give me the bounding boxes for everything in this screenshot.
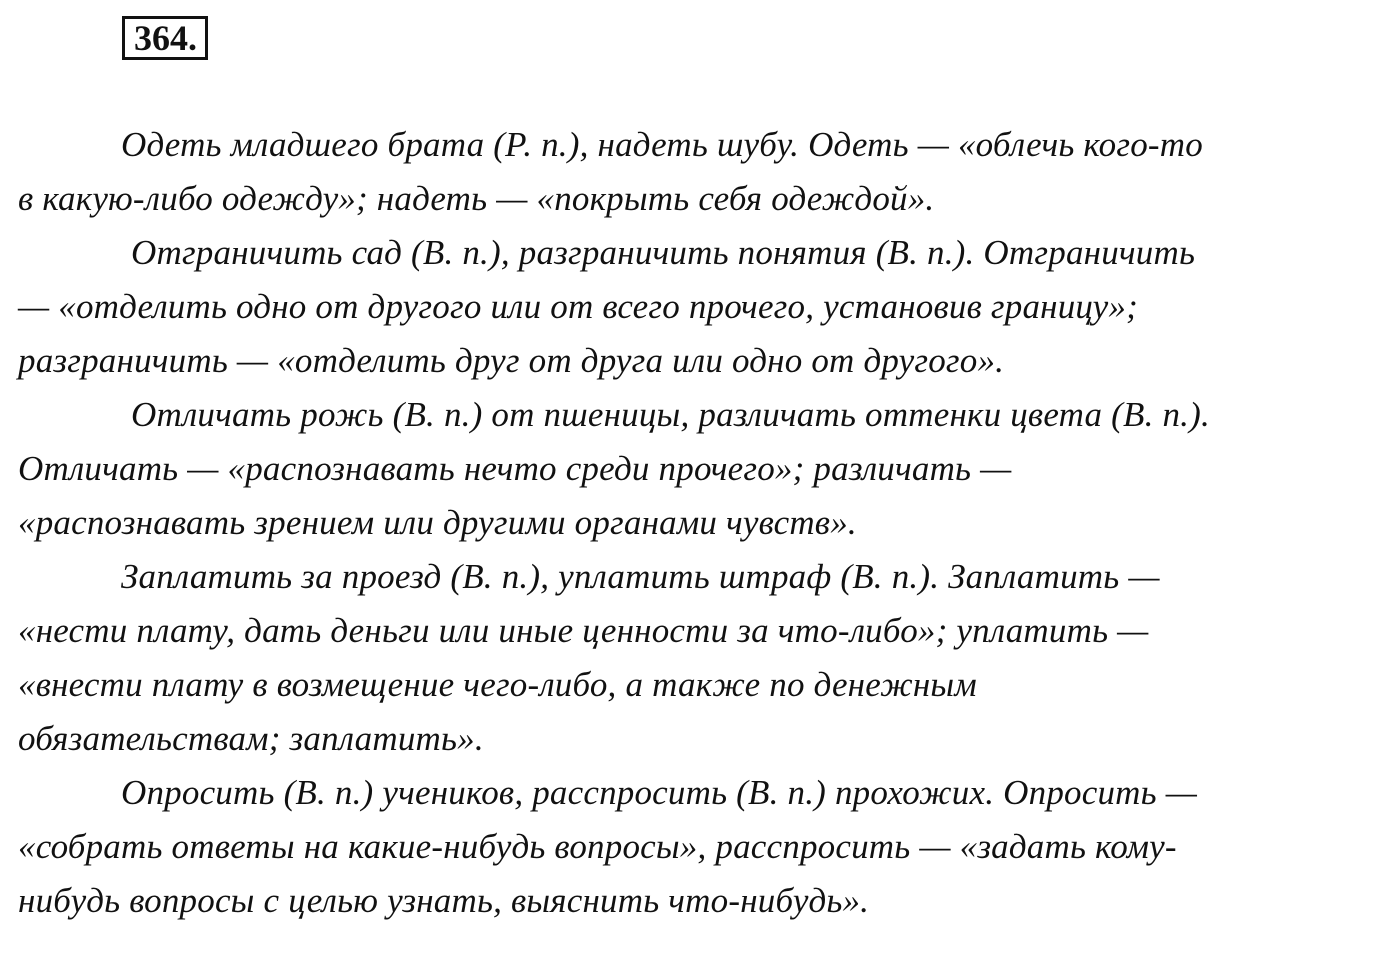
- text-line: «нести плату, дать деньги или иные ценности за что-либо»; уплатить —: [18, 611, 1149, 650]
- paragraph-oprosit: [18, 766, 1378, 928]
- text-line: — «отделить одно от другого или от всего прочего, установив границу»;: [18, 287, 1138, 326]
- text-line: Отличать рожь (В. п.) от пшеницы, различать оттенки цвета (В. п.).: [131, 395, 1210, 434]
- text-line: разграничить — «отделить друг от друга или одно от другого».: [18, 341, 1005, 380]
- text-line: Отграничить сад (В. п.), разграничить понятия (В. п.). Отграничить: [131, 233, 1196, 272]
- exercise-text: [18, 118, 1378, 928]
- paragraph-odet: [18, 118, 1378, 226]
- text-line: Отличать — «распознавать нечто среди прочего»; различать —: [18, 449, 1012, 488]
- paragraph-otgranichit: [18, 226, 1378, 388]
- text-line: «собрать ответы на какие-нибудь вопросы», расспросить — «задать кому-: [18, 827, 1177, 866]
- text-line: в какую-либо одежду»; надеть — «покрыть себя одеждой».: [18, 179, 935, 218]
- paragraph-zaplatit: [18, 550, 1378, 766]
- text-line: «внести плату в возмещение чего-либо, а также по денежным: [18, 665, 977, 704]
- paragraph-otlichat: [18, 388, 1378, 550]
- text-line: Заплатить за проезд (В. п.), уплатить штраф (В. п.). Заплатить —: [121, 557, 1160, 596]
- text-line: Одеть младшего брата (Р. п.), надеть шубу. Одеть — «облечь кого-то: [121, 125, 1203, 164]
- text-line: обязательствам; заплатить».: [18, 719, 484, 758]
- exercise-number: 364.: [122, 16, 208, 60]
- text-line: Опросить (В. п.) учеников, расспросить (В. п.) прохожих. Опросить —: [121, 773, 1198, 812]
- text-line: нибудь вопросы с целью узнать, выяснить что-нибудь».: [18, 881, 870, 920]
- text-line: «распознавать зрением или другими органами чувств».: [18, 503, 857, 542]
